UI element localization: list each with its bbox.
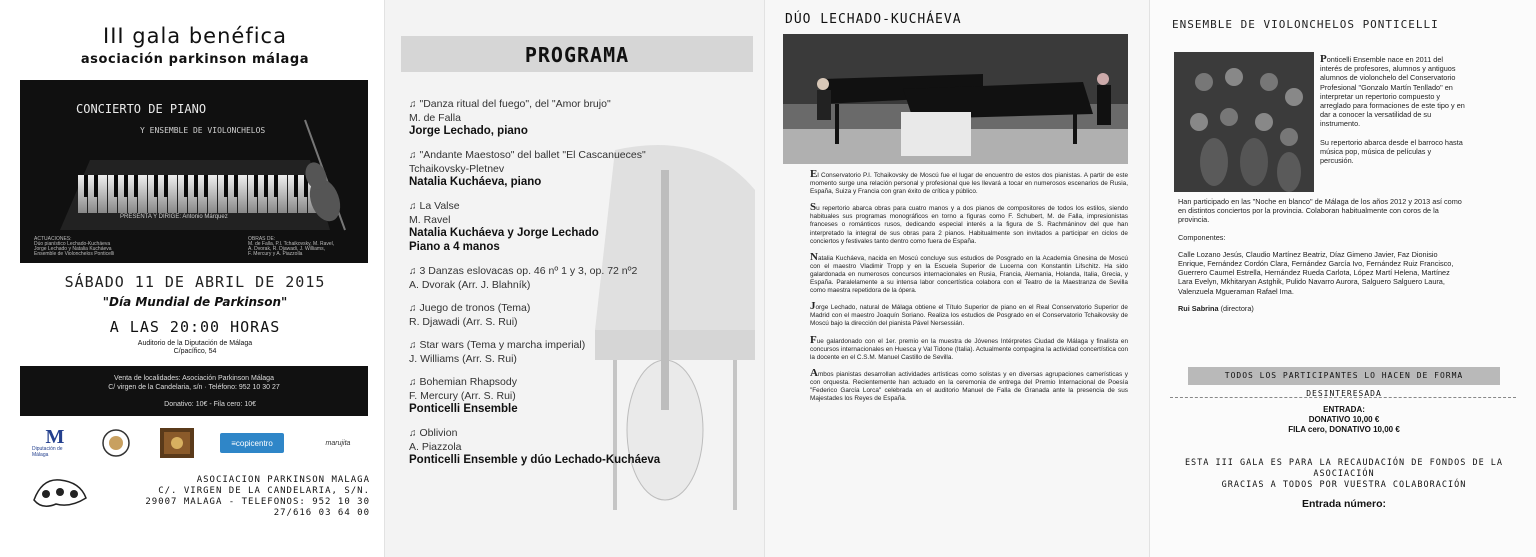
composer: A. Piazzola: [409, 440, 462, 453]
bio-paragraph: [810, 366, 1128, 403]
diputacion-logo: M Diputación de Málaga: [32, 428, 78, 458]
emblem-logo: [160, 428, 194, 458]
gala-subtitle: asociación parkinson málaga: [80, 52, 310, 67]
ticket-sales: Venta de localidades: Asociación Parkinson Málaga: [114, 375, 274, 382]
drop-cap: P: [1320, 53, 1327, 65]
piano-white-key: [278, 175, 287, 213]
piano-white-key: [208, 175, 217, 213]
work-title: 3 Danzas eslovacas op. 46 nº 1 y 3, op. 72 nº2: [419, 265, 638, 277]
performer-format: Piano a 4 manos: [409, 241, 500, 253]
composer: R. Djawadi (Arr. S. Rui): [409, 315, 518, 328]
composer: Tchaikovsky-Pletnev: [409, 162, 505, 175]
programa-item: [409, 339, 759, 365]
music-note-icon: ♫: [409, 201, 417, 212]
programa-item: [409, 427, 759, 467]
drop-cap: N: [810, 250, 818, 263]
poster-title: CONCIERTO DE PIANO: [76, 102, 207, 116]
duo-panel: [765, 0, 1150, 557]
diputacion-logo-text: Diputación de Málaga: [32, 446, 63, 458]
sponsor-logos: [20, 428, 368, 458]
ticket-number-label: Entrada número:: [1301, 498, 1386, 510]
concert-time: A LAS 20:00 HORAS: [109, 318, 281, 336]
drop-cap: E: [810, 168, 818, 180]
music-note-icon: ♫: [409, 150, 417, 161]
duo-photo: [783, 34, 1128, 164]
bio-text: l Conservatorio P.I. Tchaikovsky de Moscú fue el lugar de encuentro de estos dos pianistas. A partir de este momento surge una relación personal y profesional que les llevará a tocar en numerosos escenarios de Rusia, España, Suiza y Francia con gran éxito de crítica y público.: [810, 172, 1128, 196]
performer: Jorge Lechado, piano: [409, 125, 528, 137]
work-title: Bohemian Rhapsody: [419, 376, 517, 388]
programa-item: [409, 265, 759, 291]
duo-heading: DÚO LECHADO-KUCHÁEVA: [785, 12, 962, 27]
concert-date: SÁBADO 11 DE ABRIL DE 2015: [64, 273, 326, 291]
drop-cap: F: [810, 333, 817, 346]
thanks-line: GRACIAS A TODOS POR VUESTRA COLABORACIÓN: [1221, 480, 1467, 490]
programa-item: [409, 376, 759, 416]
address-street: C/. VIRGEN DE LA CANDELARIA, S/N.: [158, 486, 370, 496]
bio-paragraph: [810, 250, 1128, 295]
association-logo: [30, 470, 90, 512]
duo-biography: [810, 170, 1128, 410]
cover-panel: [0, 0, 385, 557]
cut-line: [1170, 397, 1516, 398]
address-phone: 29007 MALAGA - TELEFONOS: 952 10 30 27/616 03 64 00: [145, 497, 370, 518]
address-name: ASOCIACION PARKINSON MALAGA: [196, 475, 370, 485]
day-name: "Día Mundial de Parkinson": [102, 295, 288, 309]
venue: [40, 340, 350, 356]
director-name: Rui Sabrina: [1178, 303, 1219, 313]
director-role: (directora): [1220, 303, 1254, 313]
association-address: [120, 475, 370, 519]
performer: Natalia Kucháeva y Jorge Lechado: [409, 227, 599, 239]
performer: Ponticelli Ensemble: [409, 403, 518, 415]
piano-white-key: [98, 175, 107, 213]
bio-paragraph: [810, 302, 1128, 328]
drop-cap: J: [810, 300, 816, 313]
composer: A. Dvorak (Arr. J. Blahník): [409, 278, 531, 291]
programa-item: [409, 149, 759, 189]
programa-heading: PROGRAMA: [401, 36, 753, 72]
concert-poster: [20, 80, 368, 263]
bio-text: u repertorio abarca obras para cuatro manos y a dos pianos de compositores de todos los estilos, siendo habituales sus programas monográficos en torno a figuras como F. Schubert, M. de Falla, impresionistas franceses o románticos rusos, dedicando especial interés a la figura de S. Rachmáninov del que han interpretado la integral de sus obras para 2 pianos. Habitualmente son invitados a participar en ciclos de conciertos y festivales tanto dentro como fuera de España.: [810, 205, 1128, 245]
music-note-icon: ♫: [409, 99, 417, 110]
bio-paragraph: [810, 170, 1128, 196]
venue-name: Auditorio de la Diputación de Málaga: [137, 340, 253, 347]
programa-item: [409, 200, 759, 254]
music-note-icon: ♫: [409, 303, 417, 314]
intro-paragraph: [1320, 55, 1466, 129]
poster-subtitle: Y ENSEMBLE DE VIOLONCHELOS: [140, 126, 266, 135]
work-title: Juego de tronos (Tema): [419, 302, 531, 314]
composer: M. Ravel: [409, 213, 451, 226]
work-title: "Andante Maestoso" del ballet "El Cascanueces": [419, 149, 646, 161]
ticket-donation: Donativo: 10€ - Fila cero: 10€: [164, 401, 256, 408]
ensemble-heading: ENSEMBLE DE VIOLONCHELOS PONTICELLI: [1172, 18, 1439, 31]
bio-text: ue galardonado con el 1er. premio en la muestra de Jóvenes Intérpretes Ciudad de Málaga y finalista en concursos internacionales en Huesca y Val Tidone (Italia). Actualmente compagina la actividad concertística con la docente en el C.S.M. Manuel Castillo de Sevilla.: [810, 337, 1128, 361]
poster-presenter: PRESENTA Y DIRIGE: Antonio Márquez: [120, 214, 228, 220]
composer: M. de Falla: [409, 111, 461, 124]
ticket-info-bar: [20, 366, 368, 416]
drop-cap: S: [810, 201, 817, 214]
bio-text: orge Lechado, natural de Málaga obtiene el Título Superior de piano en el Real Conservatorio Superior de Madrid con el maestro Joaquín Soriano. Realiza los estudios de Posgrado en el Conservatorio Tchaikovsky de Moscú bajo la dirección del pianista Pável Nersessián.: [810, 304, 1128, 328]
ensemble-panel: [1150, 0, 1536, 557]
ticket-stub: [1174, 405, 1514, 435]
fundraising-line: ESTA III GALA ES PARA LA RECAUDACIÓN DE FONDOS DE LA ASOCIACIÓN: [1184, 458, 1504, 479]
work-title: La Valse: [419, 200, 460, 212]
entrada-label: ENTRADA:: [1323, 405, 1365, 414]
composer: J. Williams (Arr. S. Rui): [409, 352, 517, 365]
seal-logo: [98, 428, 134, 458]
piano-white-key: [168, 175, 177, 213]
gala-title: III gala benéfica: [103, 24, 287, 48]
ensemble-intro: [1320, 55, 1466, 174]
composer: F. Mercury (Arr. S. Rui): [409, 389, 516, 402]
entrada-donativo: DONATIVO 10,00 €: [1308, 415, 1380, 424]
music-note-icon: ♫: [409, 340, 417, 351]
performer: Natalia Kucháeva, piano: [409, 176, 542, 188]
poster-actuaciones: ACTUACIONES: Dúo pianístico Lechado-Kucháeva Jorge Lechado y Natalia Kucháeva Ensemble de Violonchelos Ponticelli: [34, 236, 115, 257]
music-note-icon: ♫: [409, 428, 417, 439]
bio-text: mbos pianistas desarrollan actividades artísticas como solistas y en diversas agrupaciones camerísticas y con orquesta. Recientemente han actuado en la ceremonia de entrega del Premio Internacional de Poesía "Federico García Lorca" celebrada en el auditorio Manuel de Falla de Granada ante la presencia de sus Majestades los Reyes de España.: [810, 370, 1128, 403]
drop-cap: A: [810, 366, 818, 379]
work-title: "Danza ritual del fuego", del "Amor brujo": [419, 98, 611, 110]
bio-paragraph: [810, 333, 1128, 362]
ensemble-photo: [1174, 52, 1314, 192]
bio-text: atalia Kucháeva, nacida en Moscú concluye sus estudios de Posgrado en la Academia Gnesina de Moscú con el maestro Vladimir Tropp y en la Escuela Superior de Lucerna con Konstantin Lifschitz. Ha sido galardonada en numerosos concursos internacionales en Rusia, Francia, Alemania, Holanda, Italia, Grecia, y España. Paralelamente a su intensa labor concertística colabora con el Teatro de la Maestranza de Sevilla como maestra repetidora de la ópera.: [810, 254, 1128, 295]
volunteer-banner: TODOS LOS PARTICIPANTES LO HACEN DE FORMA DESINTERESADA: [1188, 367, 1500, 385]
fundraising-note: [1174, 458, 1514, 491]
performer: Ponticelli Ensemble y dúo Lechado-Kucháeva: [409, 454, 661, 466]
bio-paragraph: [810, 203, 1128, 245]
piano-white-key: [138, 175, 147, 213]
two-pianos-photo: [783, 34, 1128, 164]
intro-text: onticelli Ensemble nace en 2011 del interés de profesores, alumnos y antiguos alumnos de violonchelo del Conservatorio Profesional "Gonzalo Martín Tenllado" en interpretar un repertorio compuesto y arreglado para formaciones de este tipo y en dar a conocer la versatilidad de su instrumento.: [1320, 55, 1465, 129]
work-title: Star wars (Tema y marcha imperial): [419, 339, 586, 351]
poster-obras: OBRAS DE: M. de Falla, P.I. Tchaikovsky, M. Ravel, A. Dvorak, R. Djawadi, J. Williams, F. Mercury y A. Piazzolla: [248, 236, 335, 257]
components-label: Componentes:: [1178, 232, 1226, 242]
programa-item: [409, 302, 759, 328]
cellists-photo: [1174, 52, 1314, 192]
director-line: [1178, 304, 1466, 313]
intro-repertoire: Su repertorio abarca desde el barroco hasta música pop, música de películas y percusión.: [1320, 137, 1463, 166]
piano-white-key: [238, 175, 247, 213]
music-note-icon: ♫: [409, 377, 417, 388]
work-title: Oblivion: [419, 427, 458, 439]
programa-list: [409, 98, 759, 478]
music-note-icon: ♫: [409, 266, 417, 277]
programa-panel: [385, 0, 765, 557]
entrada-fila: FILA cero, DONATIVO 10,00 €: [1288, 425, 1400, 434]
programa-item: [409, 98, 759, 138]
ensemble-details: [1178, 197, 1466, 321]
participation-text: Han participado en las "Noche en blanco" de Málaga de los años 2012 y 2013 así como en distintos conciertos por la provincia. Colaboran habitualmente con coros de la provincia.: [1178, 197, 1462, 225]
venue-street: C/pacífico, 54: [173, 348, 217, 355]
ticket-address: C/ virgen de la Candelaria, s/n · Teléfono: 952 10 30 27: [108, 384, 280, 391]
components-list: Calle Lozano Jesús, Claudio Martínez Beatriz, Díaz Gimeno Javier, Faz Dionisio Enrique, Fernández Cordón Clara, Fernández García Ivo, Fernández Ruiz Francisco, Guerrero Caumel Estrella, Hernández Rueda Carlota, López Martí Helena, Martínez Lara Evelyn, Mkhitaryan Astghik, Pulido Navarro Aurora, Salguero Salguero Laura, Valenzuela Mgueraman Rafael Ima.: [1178, 249, 1454, 296]
copicentro-logo: ≡copicentro: [220, 433, 284, 453]
marujita-logo: marujita: [325, 439, 351, 447]
